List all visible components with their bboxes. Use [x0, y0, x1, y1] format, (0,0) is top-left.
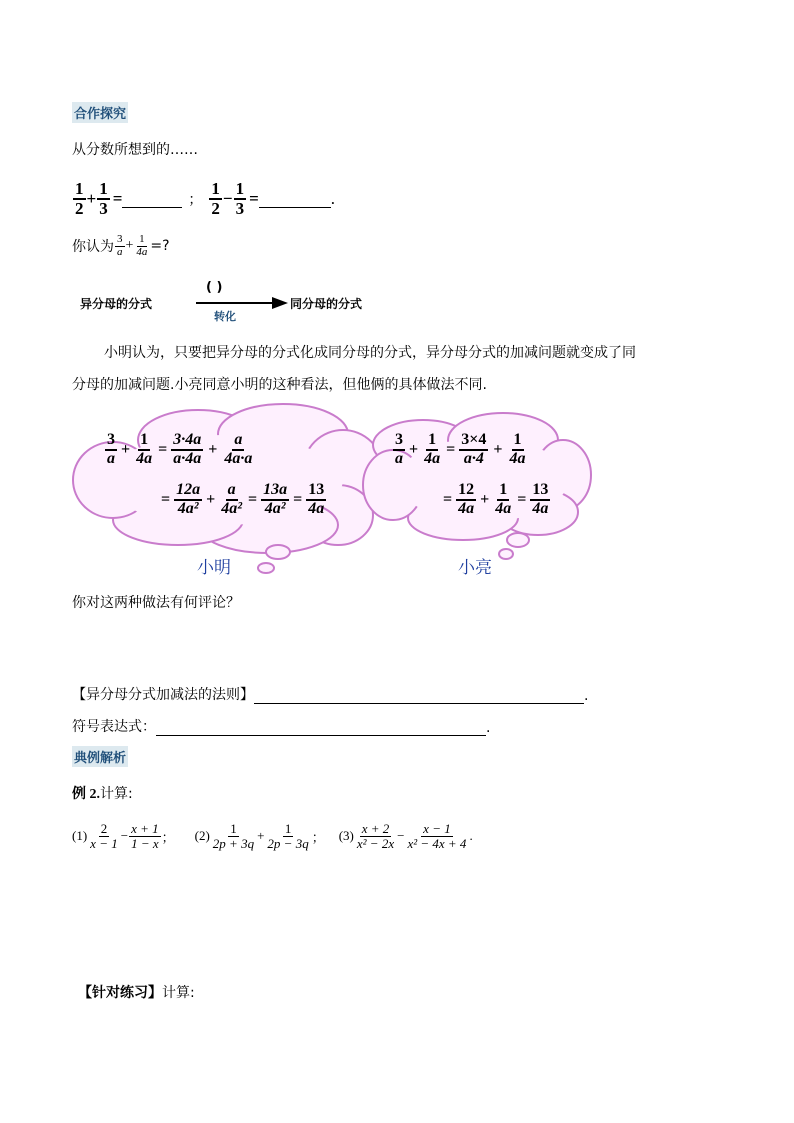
rule-line: 【异分母分式加减法的法则】 . [72, 684, 588, 704]
symbol-answer-blank[interactable] [156, 719, 486, 736]
answer-blank-1[interactable] [122, 189, 182, 208]
fraction-blanks-line: $\frac{1}{2}$ + $\frac{1}{3}$ = ； $\frac{1}{2}$ − $\frac{1}{3}$ = . [75, 179, 335, 218]
xiaoliang-row-1: $\frac{3}{a}$ + $\frac{1}{4a}$ = $\frac{3\times 4}{a\cdot 4}$ + $\frac{1}{4a}$ [395, 431, 526, 467]
section-title-cooperative: 合作探究 [72, 102, 128, 123]
example-heading [72, 783, 133, 803]
answer-blank-2[interactable] [259, 189, 331, 208]
example-problems: (1) $\frac{2}{x - 1}$ − $\frac{x + 1}{1 - x}$ ； (2) $\frac{1}{2p + 3q}$ + $\frac{1}{2p - 3q}$ ； (3) $\frac{x + 2}{\text{x² − 2x}}$ − $\frac{x - 1}{\text{x² − 4x + 4}}$ . [72, 821, 473, 851]
caption-xiaoliang: 小亮 [458, 558, 492, 578]
practice-label: 【针对练习】 [78, 985, 162, 1001]
example-label: 例 2. [72, 787, 100, 802]
practice-text: 计算: [162, 985, 195, 1001]
section-title-examples: 典例解析 [72, 746, 128, 767]
comment-question: 你对这两种做法有何评论？ [72, 595, 240, 611]
symbol-line: 符号表达式： . [72, 716, 490, 736]
symbol-label: 符号表达式： [72, 719, 156, 735]
question-line: 你认为 $\frac{3}{a}$ + $\frac{1}{4a}$ =? [72, 233, 170, 258]
paragraph-line-1: 小明认为，只要把异分母的分式化成同分母的分式，异分母分式的加减问题就变成了同 [104, 345, 636, 361]
caption-xiaoming: 小明 [197, 558, 231, 578]
conversion-flow [72, 282, 412, 322]
rule-label: 【异分母分式加减法的法则】 [72, 687, 254, 703]
rule-answer-blank[interactable] [254, 687, 584, 704]
xiaoming-row-2: = $\frac{12a}{\text{4a²}}$ + $\frac{a}{\text{4a²}}$ = $\frac{13a}{\text{4a²}}$ = $\frac{13}{4a}$ [161, 481, 325, 517]
flow-bottom-label: 转化 [214, 310, 236, 323]
xiaoming-row-1: $\frac{3}{a}$ + $\frac{1}{4a}$ = $\frac{3\cdot 4a}{a\cdot 4a}$ + $\frac{a}{4a\cdot a}$ [107, 431, 253, 467]
intro-text: 从分数所想到的…… [72, 142, 198, 158]
arrow-right-icon [196, 296, 288, 310]
flow-right-label: 同分母的分式 [290, 297, 363, 311]
flow-top-label: ( ) [206, 280, 223, 295]
practice-heading [78, 982, 195, 1002]
example-text: 计算: [100, 786, 133, 802]
flow-left-label: 异分母的分式 [80, 297, 153, 311]
paragraph-line-2: 分母的加减问题.小亮同意小明的这种看法，但他俩的具体做法不同. [72, 377, 487, 393]
xiaoliang-row-2: = $\frac{12}{4a}$ + $\frac{1}{4a}$ = $\frac{13}{4a}$ [443, 481, 549, 517]
